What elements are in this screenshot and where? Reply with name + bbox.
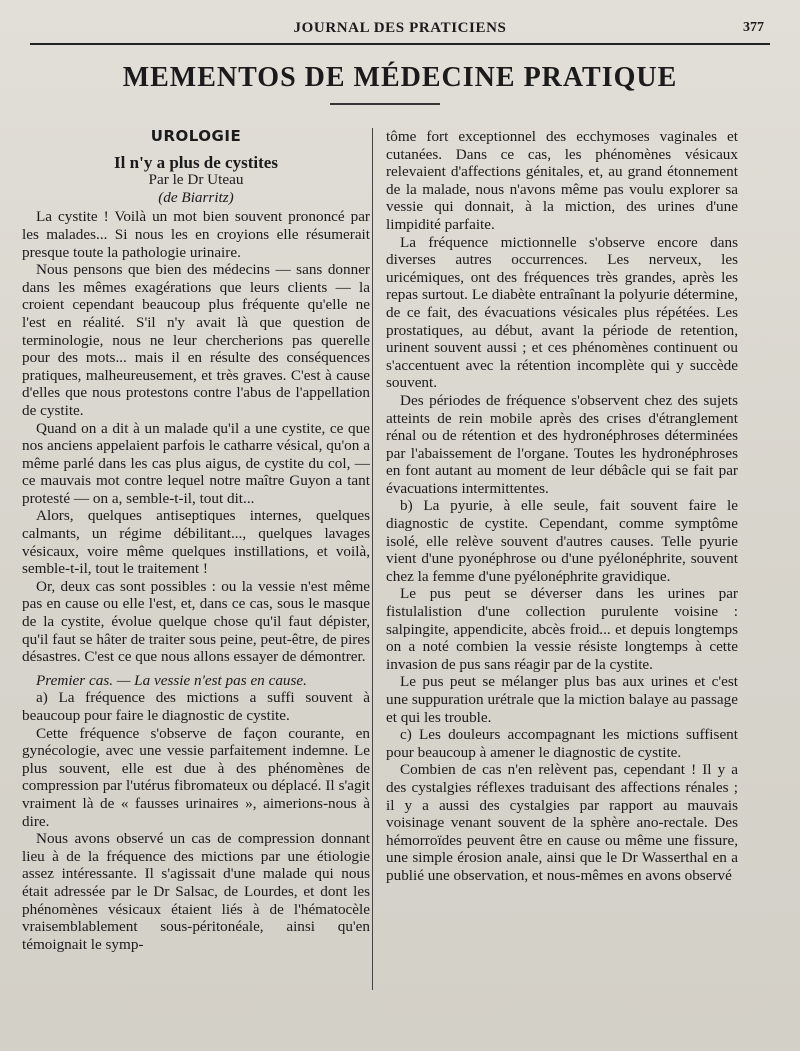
paragraph: Nous avons observé un cas de compression donnant lieu à de la fréquence des mictions par une étiologie assez intéressante. Il s'agissait d'une malade qui nous était adressée par le Dr Salsac, de Lourdes, et dont les phénomènes vésicaux étaient liés à de l'hématocèle vraisemblablement sous-péritonéale, ainsi qu'en témoignait le symp- [22, 830, 370, 953]
paragraph: Le pus peut se déverser dans les urines par fistulalistion d'une collection purulente voisine : salpingite, appendicite, abcès froid... et depuis longtemps on a noté combien la vessie résiste longtemps à cette invasion de pus sans réagir par de la cystite. [386, 585, 738, 673]
paragraph: Des périodes de fréquence s'observent chez des sujets atteints de rein mobile après des crises d'étranglement rénal ou de rétention et des hydronéphroses déterminées par l'abaissement de l'organe. Toutes les hydronéphroses en font autant au moment de leur débâcle qui se fait par évacuations intermittentes. [386, 391, 738, 497]
paragraph: Alors, quelques antiseptiques internes, quelques calmants, un régime débilitant..., quelques lavages vésicaux, voire même quelques instillations, et voilà, semble-t-il, tout le traitement ! [22, 507, 370, 578]
paragraph: Quand on a dit à un malade qu'il a une cystite, ce que nos anciens appelaient parfois le catharre vésical, qu'on a même parlé dans les cas plus aigus, de cystite du col, — ce mauvais mot contre lequel notre maître Guyon a tant protesté — on a, semble-t-il, tout dit... [22, 419, 370, 507]
paragraph: Nous pensons que bien des médecins — sans donner dans les mêmes exagérations que leurs clients — la croient cependant beaucoup plus fréquente qu'elle ne l'est en réalité. S'il n'y avait là que question de terminologie, nous ne leur chercherions pas querelle pour des mots... mais il en résulte des conséquences pratiques, malheureusement, et très graves. C'est à cause d'elles que nous protestons contre l'abus de l'appellation de cystite. [22, 261, 370, 419]
journal-title: JOURNAL DES PRATICIENS [293, 20, 507, 36]
paragraph: b) La pyurie, à elle seule, fait souvent faire le diagnostic de cystite. Cependant, comme symptôme isolé, elle relève souvent d'autres causes. Telle pyurie vient d'une pyonéphrose ou d'une pyélonéphrite, souvent chez la femme d'une pyélonéphrite gravidique. [386, 497, 738, 585]
running-head [30, 18, 770, 42]
header-rule [30, 43, 770, 45]
section-title: MEMENTOS DE MÉDECINE PRATIQUE [122, 62, 678, 93]
title-ornament-rule [330, 103, 440, 105]
paragraph: Cette fréquence s'observe de façon courante, en gynécologie, avec une vessie parfaitement indemne. Le plus souvent, elle est due à des phénomènes de compression par l'utérus fibromateux ou déplacé. Il s'agit vraiment là de « fausses urinaires », aimerions-nous à dire. [22, 724, 370, 830]
article-title: Il n'y a plus de cystites [114, 152, 278, 172]
article-location: (de Biarritz) [158, 188, 234, 206]
right-column [386, 128, 738, 885]
paragraph: La fréquence mictionnelle s'observe encore dans diverses autres occurrences. Les nerveux, les uricémiques, ont des fréquences très grandes, après les repas surtout. Le diabète entraînant la polyurie détermine, de ce fait, des évacuations vésicales plus répétées. Les prostatiques, au début, avant la période de retention, urinent souvent aussi ; et ces phénomènes continuent ou s'accentuent avec la rétention incomplète qui y succède souvent. [386, 233, 738, 392]
paragraph: a) La fréquence des mictions a suffi souvent à beaucoup pour faire le diagnostic de cystite. [22, 689, 370, 724]
page-number: 377 [743, 20, 764, 35]
paragraph: Le pus peut se mélanger plus bas aux urines et c'est une suppuration urétrale que la miction balaye au passage et qui les trouble. [386, 673, 738, 726]
paragraph: tôme fort exceptionnel des ecchymoses vaginales et cutanées. Dans ce cas, les phénomènes vésicaux relevaient d'affections génitales, et, au grand étonnement de la malade, nous n'avons même pas voulu explorer sa vessie qui donnait, à la miction, des urines d'une limpidité parfaite. [386, 128, 738, 233]
paragraph: Combien de cas n'en relèvent pas, cependant ! Il y a des cystalgies réflexes traduisant des affections rénales ; il y a aussi des cystalgies par rapport au mauvais voisinage venant souvent de la sphère ano-rectale. Des hémorroïdes peuvent être en cause ou même une fissure, une simple érosion anale, ainsi que le Dr Wasserthal en a publié une observation, et nous-mêmes en avons observé [386, 761, 738, 884]
rubric-heading: UROLOGIE [150, 127, 242, 145]
left-column [22, 128, 370, 953]
subheading-premier-cas: Premier cas. — La vessie n'est pas en cause. [36, 671, 307, 689]
paragraph: Or, deux cas sont possibles : ou la vessie n'est même pas en cause ou elle l'est, et, dans ce cas, sous le masque de la cystite, évolue quelque chose qu'il faut dépister, qu'il faut se hâter de traiter sous peine, peut-être, de pires désastres. C'est ce que nous allons essayer de démontrer. [22, 577, 370, 666]
paragraph: La cystite ! Voilà un mot bien souvent prononcé par les malades... Si nous les en croyions elle résumerait presque toute la pathologie urinaire. [22, 208, 370, 261]
paragraph: c) Les douleurs accompagnant les mictions suffisent pour beaucoup à amener le diagnostic de cystite. [386, 726, 738, 761]
article-byline: Par le Dr Uteau [148, 171, 244, 189]
column-divider [372, 128, 373, 990]
